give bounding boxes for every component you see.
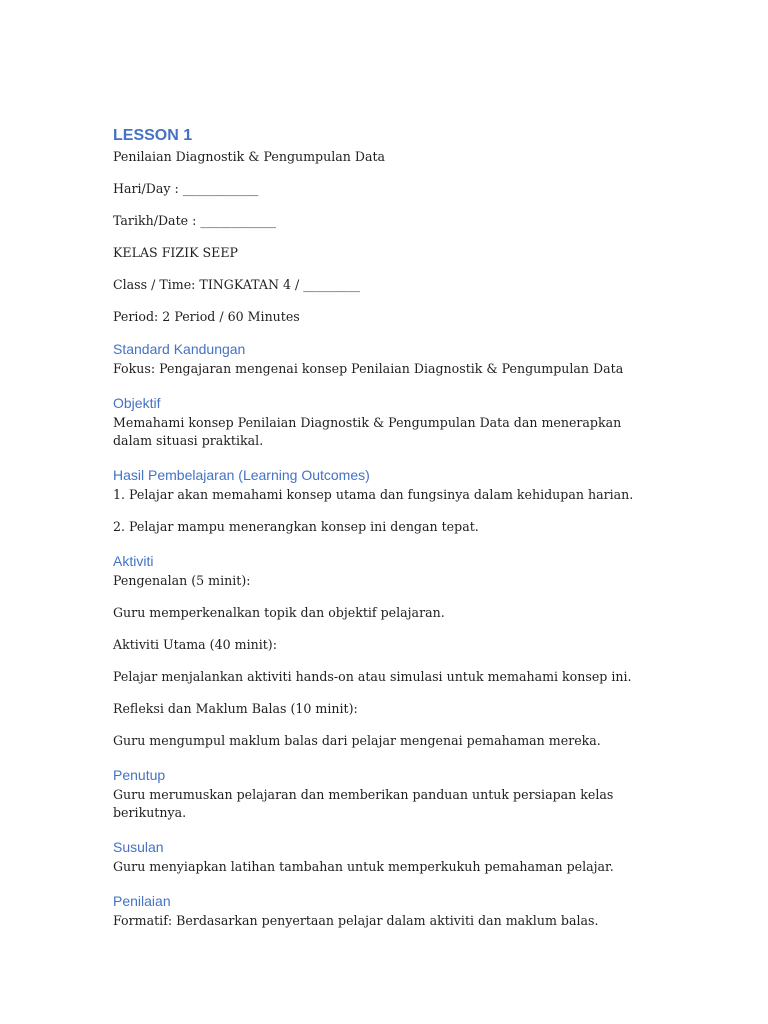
activity-item: Pengenalan (5 minit): [113, 573, 251, 588]
outcome-item: 1. Pelajar akan memahami konsep utama dan fungsinya dalam kehidupan harian. [113, 487, 634, 502]
activity-item: Aktiviti Utama (40 minit): [113, 637, 277, 652]
susulan-text: Guru menyiapkan latihan tambahan untuk memperkukuh pemahaman pelajar. [113, 859, 614, 874]
outcome-item: 2. Pelajar mampu menerangkan konsep ini dengan tepat. [113, 519, 479, 534]
lesson-title: LESSON 1 [113, 127, 193, 144]
class-name: KELAS FIZIK SEEP [113, 245, 239, 260]
hasil-heading: Hasil Pembelajaran (Learning Outcomes) [113, 467, 370, 483]
section-penilaian [113, 892, 653, 930]
objektif-text: Memahami konsep Penilaian Diagnostik & Pengumpulan Data dan menerapkan dalam situasi praktikal. [113, 415, 622, 448]
objektif-heading: Objektif [113, 395, 161, 411]
day-field: Hari/Day : ____________ [113, 181, 259, 196]
standard-text: Fokus: Pengajaran mengenai konsep Penilaian Diagnostik & Pengumpulan Data [113, 361, 624, 376]
period: Period: 2 Period / 60 Minutes [113, 309, 300, 324]
lesson-subtitle: Penilaian Diagnostik & Pengumpulan Data [113, 149, 386, 164]
penutup-heading: Penutup [113, 767, 166, 783]
activity-item: Pelajar menjalankan aktiviti hands-on atau simulasi untuk memahami konsep ini. [113, 669, 632, 684]
susulan-heading: Susulan [113, 839, 164, 855]
penilaian-heading: Penilaian [113, 893, 171, 909]
document-page [113, 126, 653, 946]
class-time: Class / Time: TINGKATAN 4 / _________ [113, 277, 360, 292]
section-hasil-pembelajaran [113, 466, 653, 536]
section-penutup [113, 766, 653, 822]
section-standard-kandungan [113, 340, 653, 378]
activity-item: Refleksi dan Maklum Balas (10 minit): [113, 701, 358, 716]
penilaian-text: Formatif: Berdasarkan penyertaan pelajar dalam aktiviti dan maklum balas. [113, 913, 599, 928]
section-susulan [113, 838, 653, 876]
section-objektif [113, 394, 653, 450]
penutup-text: Guru merumuskan pelajaran dan memberikan panduan untuk persiapan kelas berikutnya. [113, 787, 614, 820]
standard-heading: Standard Kandungan [113, 341, 246, 357]
section-aktiviti [113, 552, 653, 750]
date-field: Tarikh/Date : ____________ [113, 213, 276, 228]
aktiviti-heading: Aktiviti [113, 553, 154, 569]
activity-item: Guru mengumpul maklum balas dari pelajar mengenai pemahaman mereka. [113, 733, 601, 748]
activity-item: Guru memperkenalkan topik dan objektif pelajaran. [113, 605, 445, 620]
